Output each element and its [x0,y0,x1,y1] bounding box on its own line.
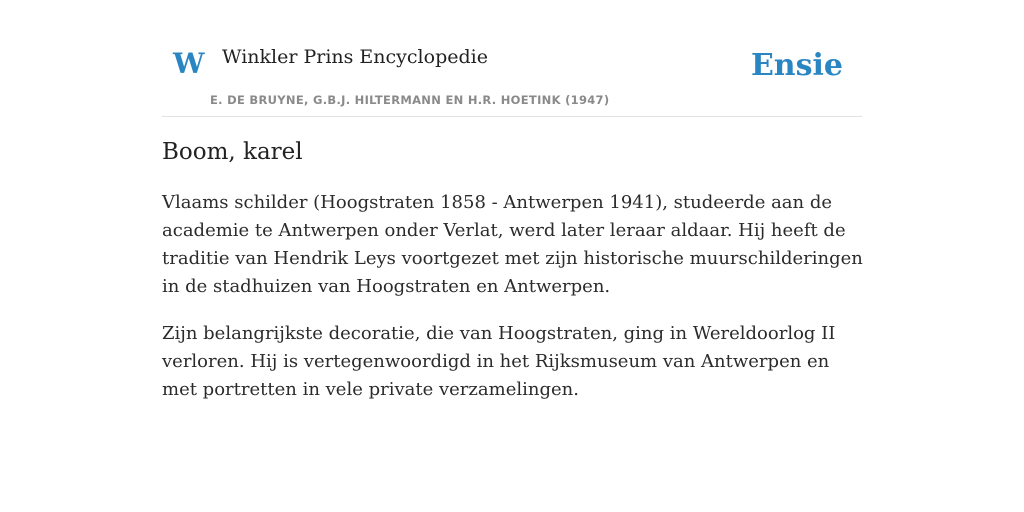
article-title: Boom, karel [162,139,303,165]
article-paragraph: Zijn belangrijkste decoratie, die van Hoogstraten, ging in Wereldoorlog II verloren. Hij is vertegenwoordigd in het Rijksmuseum van Antwerpen en met portretten in vele private verzamelingen. [162,322,836,400]
publication-title[interactable]: Winkler Prins Encyclopedie [222,46,488,68]
publication-authors: E. DE BRUYNE, G.B.J. HILTERMANN EN H.R. HOETINK (1947) [210,93,610,107]
publication-logo[interactable]: W [173,47,205,80]
article [162,138,867,423]
article-paragraph: Vlaams schilder (Hoogstraten 1858 - Antwerpen 1941), studeerde aan de academie te Antwerpen onder Verlat, werd later leraar aldaar. Hij heeft de traditie van Hendrik Leys voortgezet met zijn historische muurschilderingen in de stadhuizen van Hoogstraten en Antwerpen. [162,191,863,297]
header [162,0,862,117]
brand-logo[interactable]: Ensie [750,48,843,83]
